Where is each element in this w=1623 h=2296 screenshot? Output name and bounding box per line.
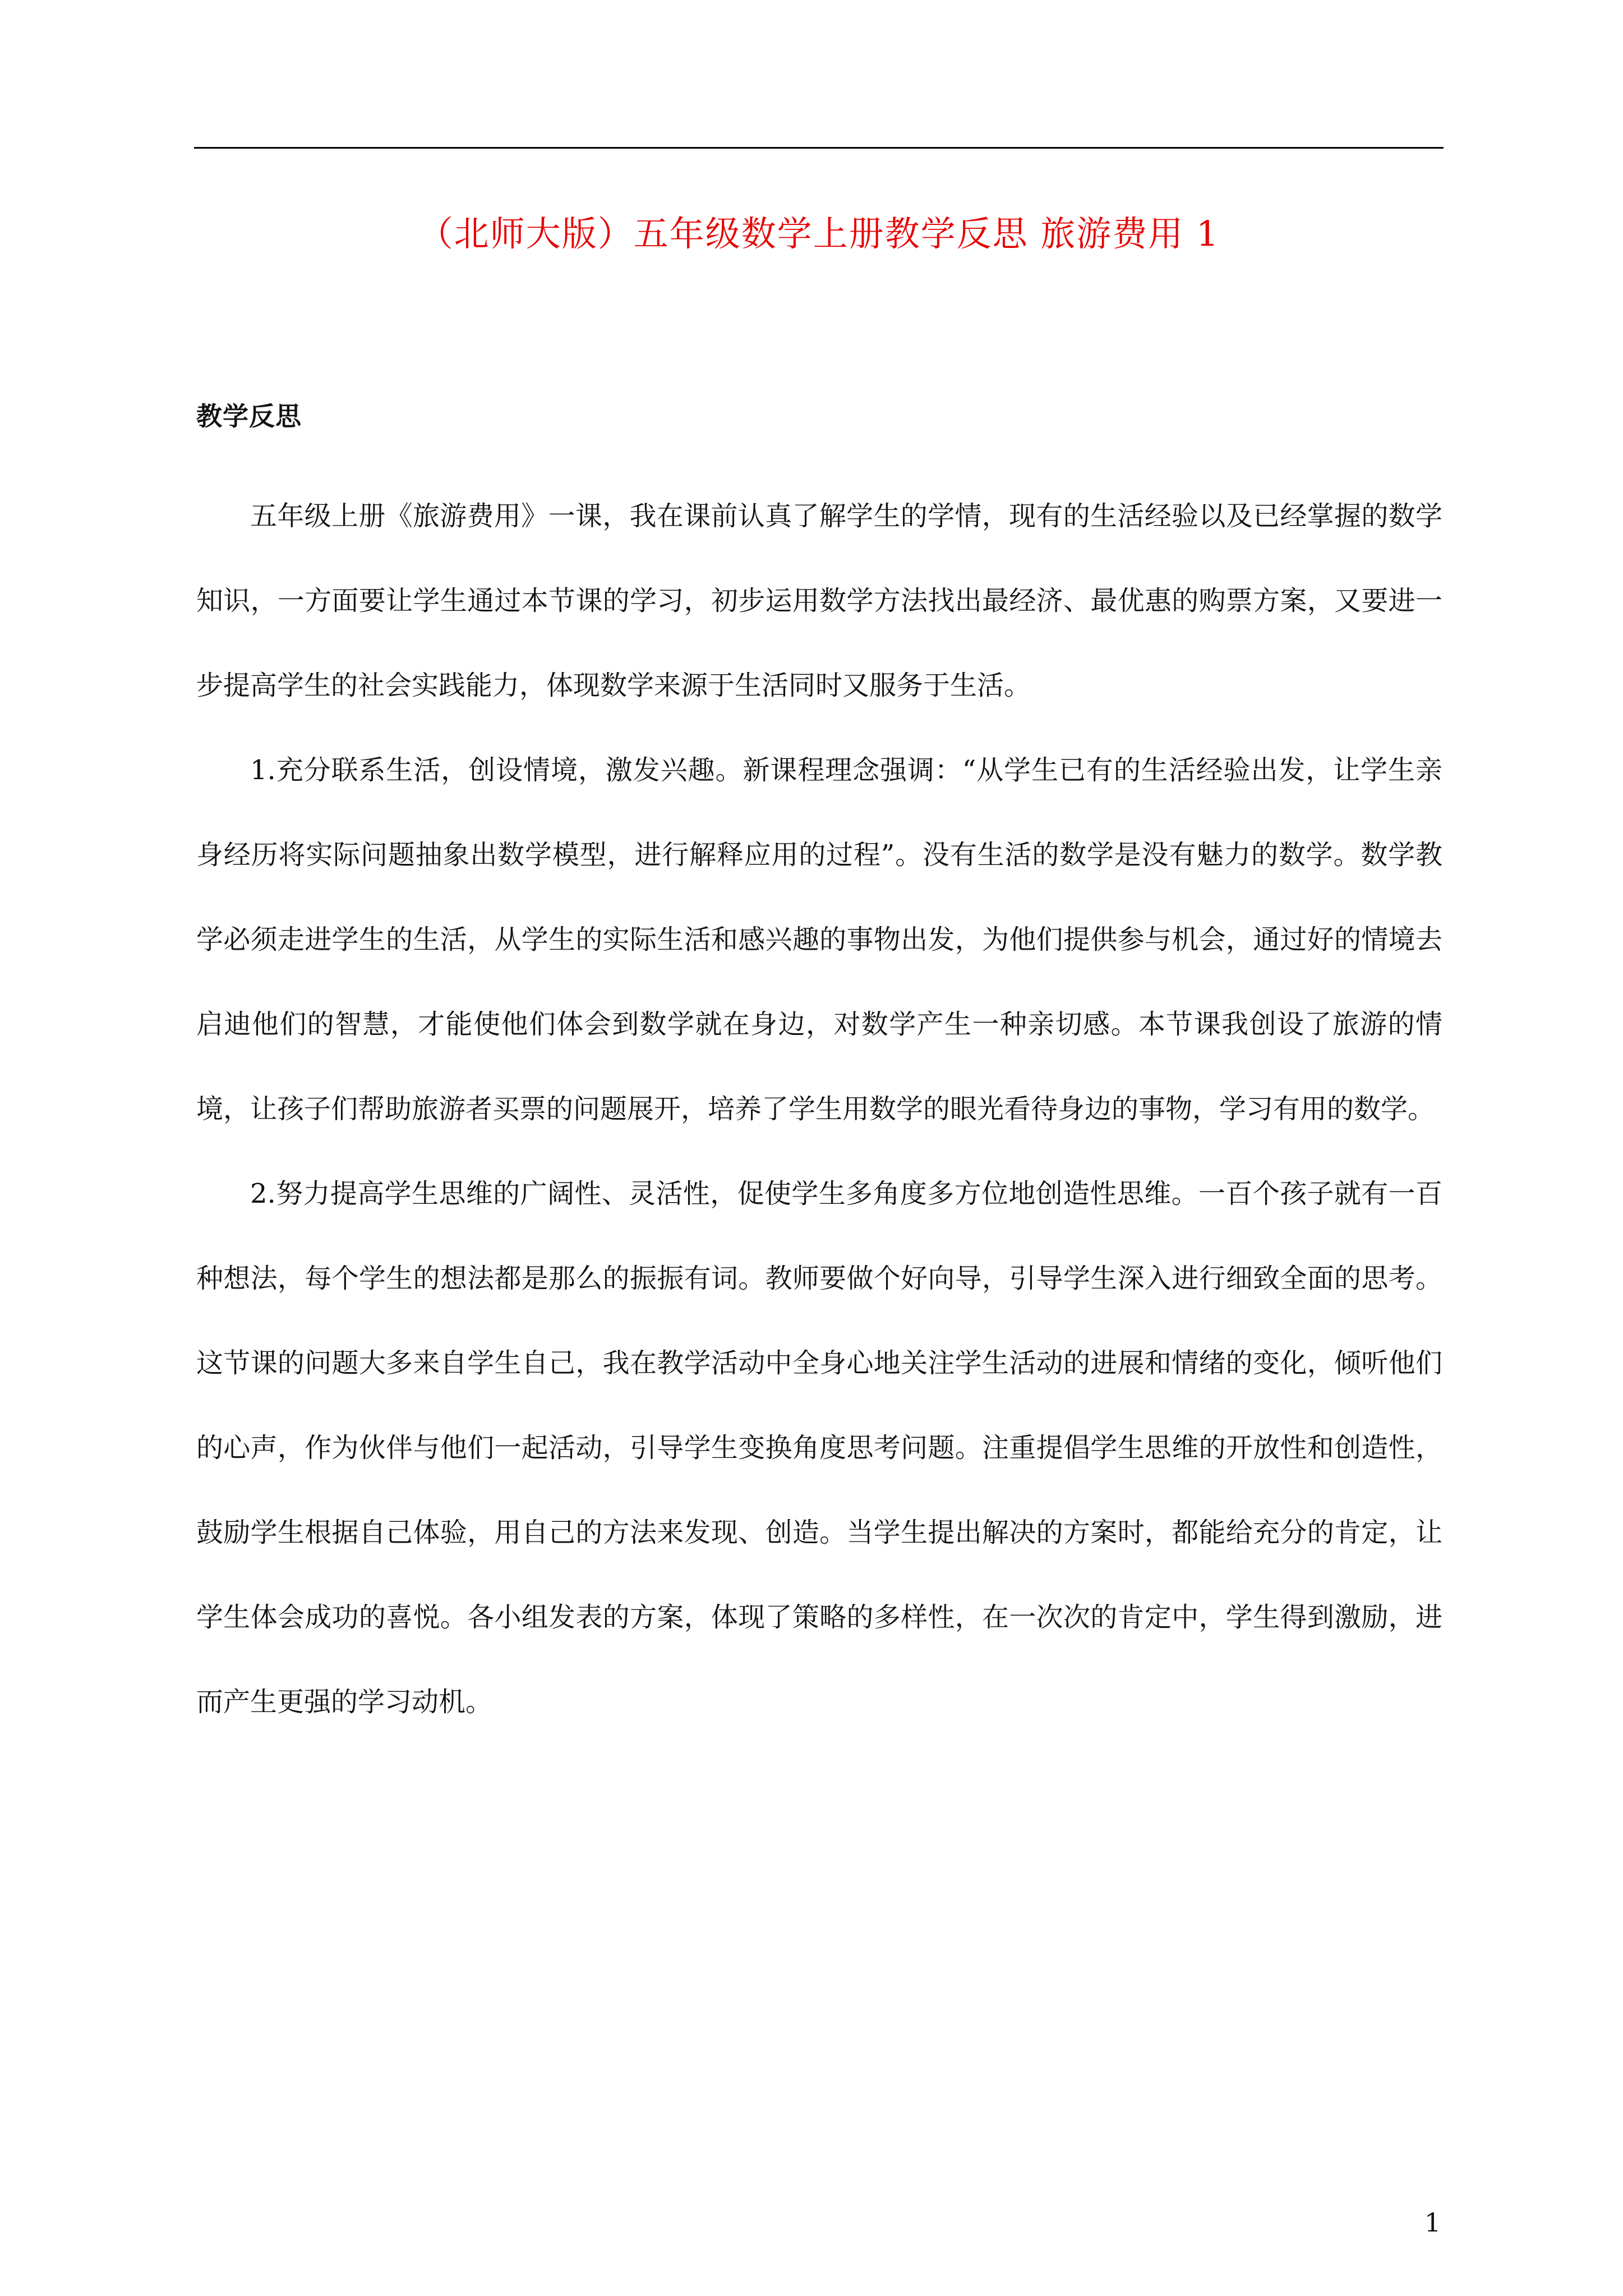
page-number: 1 [1424,2207,1441,2238]
paragraph-point-2: 2.努力提高学生思维的广阔性、灵活性，促使学生多角度多方位地创造性思维。一百个孩子就有一百种想法，每个学生的想法都是那么的振振有词。教师要做个好向导，引导学生深入进行细致全面的思考。这节课的问题大多来自学生自己，我在教学活动中全身心地关注学生活动的进展和情绪的变化，倾听他们的心声，作为伙伴与他们一起活动，引导学生变换角度思考问题。注重提倡学生思维的开放性和创造性，鼓励学生根据自己体验，用自己的方法来发现、创造。当学生提出解决的方案时，都能给充分的肯定，让学生体会成功的喜悦。各小组发表的方案，体现了策略的多样性，在一次次的肯定中，学生得到激励，进而产生更强的学习动机。 [196,1178,1442,1718]
paragraph-point-1: 1.充分联系生活，创设情境，激发兴趣。新课程理念强调：“从学生已有的生活经验出发，让学生亲身经历将实际问题抽象出数学模型，进行解释应用的过程”。没有生活的数学是没有魅力的数学。数学教学必须走进学生的生活，从学生的实际生活和感兴趣的事物出发，为他们提供参与机会，通过好的情境去启迪他们的智慧，才能使他们体会到数学就在身边，对数学产生一种亲切感。本节课我创设了旅游的情境，让孩子们帮助旅游者买票的问题展开，培养了学生用数学的眼光看待身边的事物，学习有用的数学。 [196,754,1442,1125]
paragraph-intro: 五年级上册《旅游费用》一课，我在课前认真了解学生的学情，现有的生活经验以及已经掌握的数学知识，一方面要让学生通过本节课的学习，初步运用数学方法找出最经济、最优惠的购票方案，又要进一步提高学生的社会实践能力，体现数学来源于生活同时又服务于生活。 [196,500,1442,701]
header-rule [194,147,1444,149]
document-title: （北师大版）五年级数学上册教学反思 旅游费用 1 [418,213,1220,254]
section-heading: 教学反思 [196,401,302,431]
body-text [196,474,1442,1745]
